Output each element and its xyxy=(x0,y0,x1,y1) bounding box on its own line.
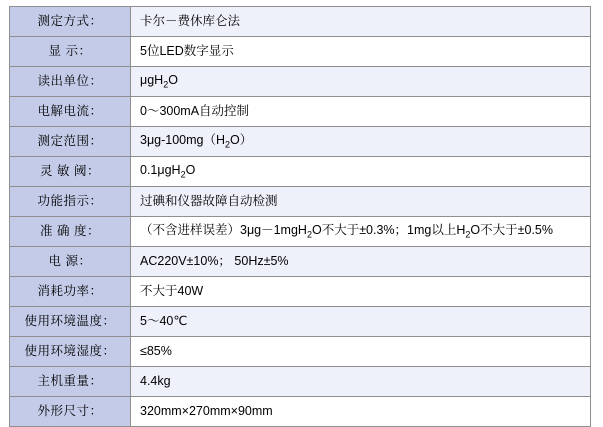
spec-label: 外形尺寸： xyxy=(10,397,131,427)
spec-label: 测定方式： xyxy=(10,7,131,37)
table-row xyxy=(10,157,591,187)
spec-value: 320mm×270mm×90mm xyxy=(131,397,591,427)
spec-label: 灵 敏 阈： xyxy=(10,157,131,187)
spec-label: 使用环境温度： xyxy=(10,307,131,337)
spec-value: 不大于40W xyxy=(131,277,591,307)
table-row xyxy=(10,247,591,277)
spec-value: 卡尔－费休库仑法 xyxy=(131,7,591,37)
spec-value: 5位LED数字显示 xyxy=(131,37,591,67)
table-row xyxy=(10,277,591,307)
spec-value: ≤85% xyxy=(131,337,591,367)
specification-table xyxy=(9,6,591,427)
table-row xyxy=(10,187,591,217)
spec-value: （不含进样误差）3μg－1mgH$_2$O不大于±0.3%；1mg以上$H_2O$不大于±0.5% xyxy=(131,217,591,247)
spec-value: 5～40℃ xyxy=(131,307,591,337)
spec-label: 测定范围： xyxy=(10,127,131,157)
table-row xyxy=(10,307,591,337)
spec-table-body xyxy=(10,7,591,427)
spec-label: 电解电流： xyxy=(10,97,131,127)
table-row xyxy=(10,217,591,247)
spec-value: 过碘和仪器故障自动检测 xyxy=(131,187,591,217)
spec-label: 主机重量： xyxy=(10,367,131,397)
table-row xyxy=(10,367,591,397)
spec-label: 准 确 度： xyxy=(10,217,131,247)
spec-label: 电 源： xyxy=(10,247,131,277)
spec-label: 消耗功率： xyxy=(10,277,131,307)
table-row xyxy=(10,97,591,127)
spec-label: 使用环境湿度： xyxy=(10,337,131,367)
table-row xyxy=(10,397,591,427)
table-row xyxy=(10,127,591,157)
spec-value: $3\mu g-100mg(H_2O)$ xyxy=(131,127,591,157)
table-row xyxy=(10,337,591,367)
spec-value: μgH$_2$O xyxy=(131,67,591,97)
spec-value: 0～300mA自动控制 xyxy=(131,97,591,127)
spec-label: 显 示： xyxy=(10,37,131,67)
table-row xyxy=(10,67,591,97)
table-row xyxy=(10,37,591,67)
spec-label: 读出单位： xyxy=(10,67,131,97)
spec-label: 功能指示： xyxy=(10,187,131,217)
spec-value: 4.4kg xyxy=(131,367,591,397)
table-row xyxy=(10,7,591,37)
spec-value: 0.1μgH$_2$O xyxy=(131,157,591,187)
spec-value: AC220V±10%； 50Hz±5% xyxy=(131,247,591,277)
